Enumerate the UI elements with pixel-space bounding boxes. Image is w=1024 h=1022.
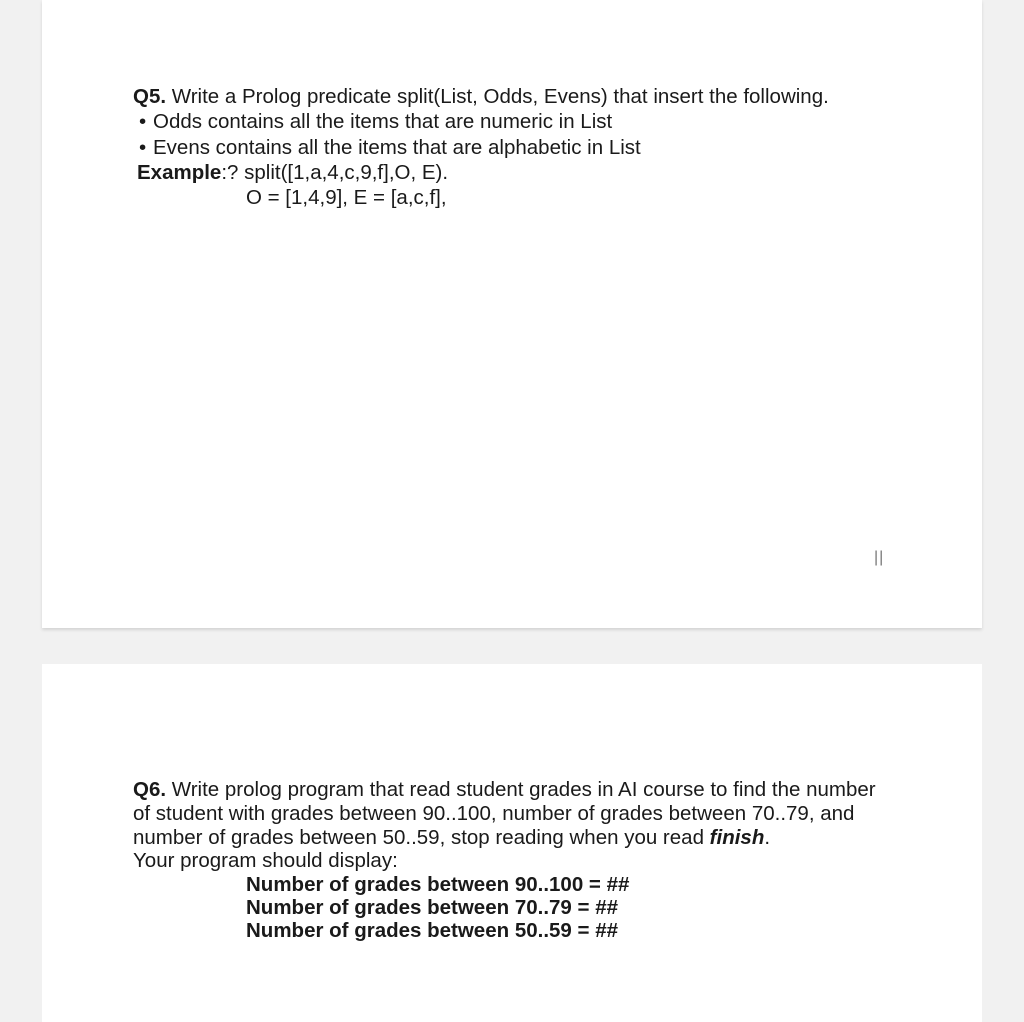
q6-line-1-text: Write prolog program that read student grades in AI course to find the number <box>166 778 876 801</box>
page-marker: || <box>874 549 885 566</box>
example-query: :? split([1,a,4,c,9,f],O, E). <box>221 161 449 184</box>
q5-bullet-odds <box>139 110 612 134</box>
finish-keyword: finish <box>709 826 765 849</box>
page-1 <box>42 0 982 628</box>
q6-display-intro: Your program should display: <box>133 849 398 872</box>
q5-prompt-text: Write a Prolog predicate split(List, Odds, Evens) that insert the following. <box>166 85 829 108</box>
q6-label: Q6. <box>133 778 167 801</box>
q6-line-3-suffix: . <box>764 826 771 849</box>
q6-line-3-prefix: number of grades between 50..59, stop reading when you read <box>133 826 710 849</box>
q5-bullet-text: Odds contains all the items that are numeric in List <box>153 110 613 133</box>
q6-output-line: Number of grades between 90..100 = ## <box>246 873 630 896</box>
q5-bullet-text: Evens contains all the items that are alphabetic in List <box>153 136 641 159</box>
q6-line-1 <box>133 778 876 802</box>
q5-label: Q5. <box>133 85 167 108</box>
example-label: Example <box>137 161 222 184</box>
q6-line-2: of student with grades between 90..100, number of grades between 70..79, and <box>133 802 855 825</box>
q5-example <box>137 161 448 185</box>
q6-output-line: Number of grades between 70..79 = ## <box>246 896 618 919</box>
page-2 <box>42 664 982 1022</box>
q5-bullet-evens <box>139 136 641 160</box>
bullet-icon: • <box>139 110 147 133</box>
q6-line-3 <box>133 826 770 850</box>
q5-example-result: O = [1,4,9], E = [a,c,f], <box>246 186 447 209</box>
q5-prompt <box>133 85 829 109</box>
bullet-icon: • <box>139 136 147 159</box>
q6-output-line: Number of grades between 50..59 = ## <box>246 919 618 942</box>
